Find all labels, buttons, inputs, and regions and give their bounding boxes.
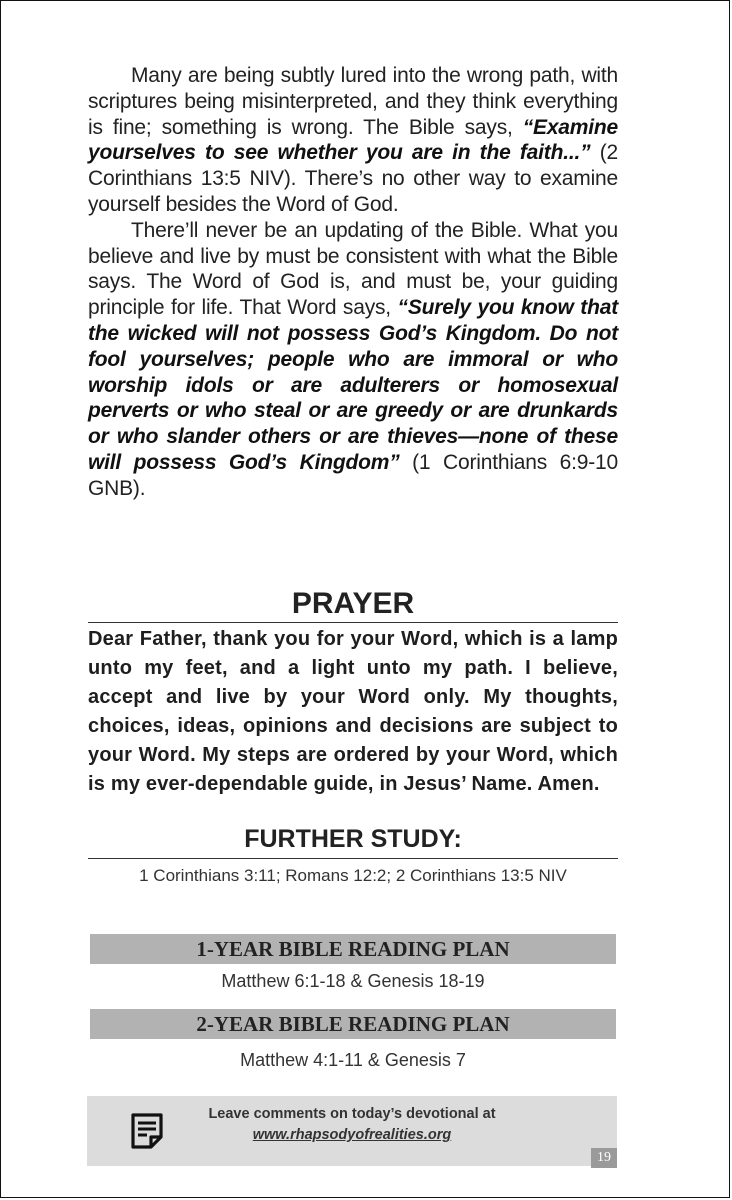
paragraph-2 [88,218,618,502]
two-year-plan-reading: Matthew 4:1-11 & Genesis 7 [240,1050,466,1070]
one-year-plan-reading: Matthew 6:1-18 & Genesis 18-19 [221,971,485,991]
paragraph-2-text-a: There’ll never be an updating of the Bible. What you believe and live by must be consistent with what the Bible says. The Word of God is, and must be, your guiding principle for life. That Word says, [88,218,618,320]
prayer-text: Dear Father, thank you for your Word, which is a lamp unto my feet, and a light unto my path. I believe, accept and live by your Word only. My thoughts, choices, ideas, opinions and decisions are subject to your Word. My steps are ordered by your Word, which is my ever-dependable guide, in Jesus’ Name. Amen. [88,628,618,795]
scripture-quote-2: “Surely you know that the wicked will not possess God’s Kingdom. Do not fool yourselves; people who are immoral or who worship idols or are adulterers or homosexual perverts or who steal or are greedy or are drunkards or who slander others or are thieves—none of these will possess God’s Kingdom” [88,296,618,474]
scripture-quote-1: “Examine yourselves to see whether you are in the faith...” [88,115,618,165]
website-link[interactable]: www.rhapsodyofrealities.org [252,1127,452,1143]
page-number: 19 [591,1148,617,1168]
note-icon [127,1111,167,1151]
comments-prompt: Leave comments on today’s devotional at [208,1106,496,1122]
further-study-references: 1 Corinthians 3:11; Romans 12:2; 2 Corinthians 13:5 NIV [139,866,567,885]
prayer-divider [88,622,618,623]
paragraph-1-text-b: (2 Corinthians 13:5 NIV). There’s no other way to examine yourself besides the Word of God. [88,141,618,216]
devotional-body [88,63,618,502]
paragraph-2-text-b: (1 Corinthians 6:9-10 GNB). [88,450,618,500]
comments-banner [87,1096,617,1166]
further-study-heading: FURTHER STUDY: [244,825,462,853]
one-year-plan-heading: 1-YEAR BIBLE READING PLAN [90,934,616,964]
prayer-heading: PRAYER [291,587,415,620]
further-study-divider [88,858,618,859]
two-year-plan-heading: 2-YEAR BIBLE READING PLAN [90,1009,616,1039]
paragraph-1-text-a: Many are being subtly lured into the wrong path, with scriptures being misinterpreted, and they think everything is fine; something is wrong. The Bible says, [88,64,618,139]
paragraph-1 [88,63,618,218]
